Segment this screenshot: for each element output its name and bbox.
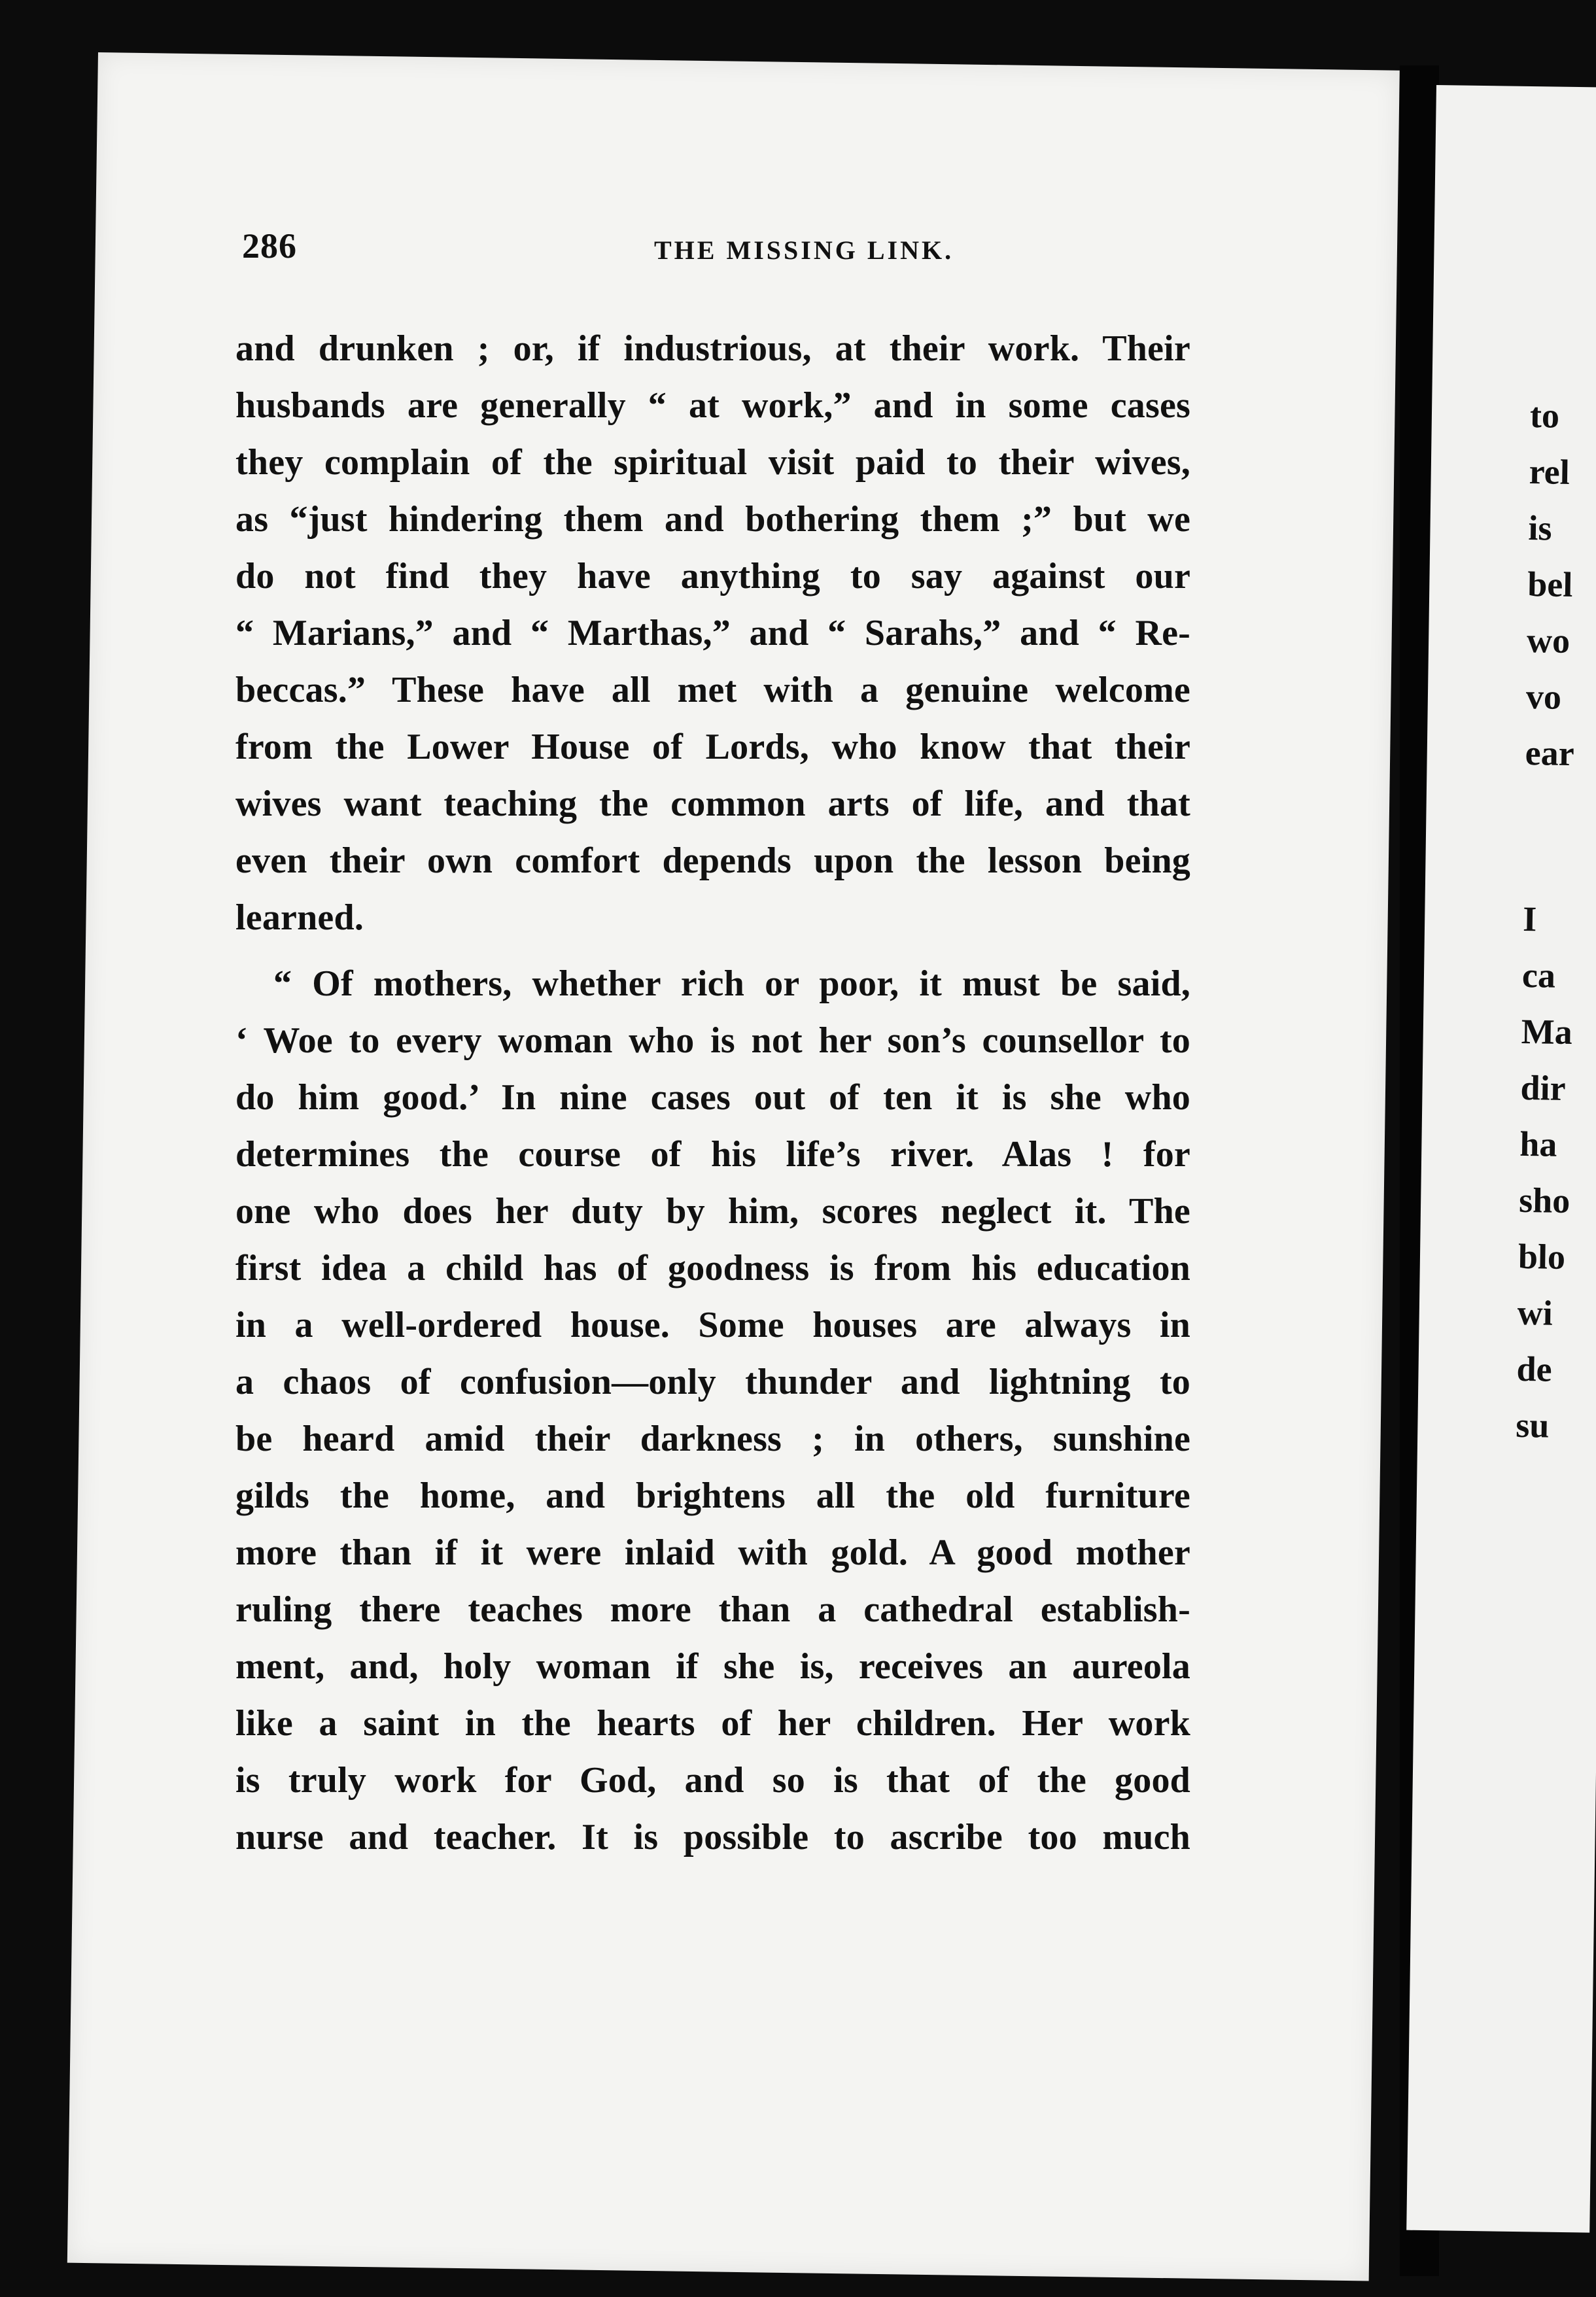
- text-line: “ Of mothers, whether rich or poor, it must be said,: [273, 963, 1190, 1004]
- facing-fragment: to: [1529, 396, 1560, 436]
- text-line: from the Lower House of Lords, who know that their: [235, 727, 1190, 767]
- facing-fragment: I: [1522, 899, 1537, 939]
- page-number: 286: [242, 226, 297, 266]
- text-line: a chaos of confusion—only thunder and lightning to: [235, 1362, 1190, 1402]
- text-line: ment, and, holy woman if she is, receives an aureola: [235, 1646, 1190, 1687]
- facing-fragment: ca: [1521, 955, 1556, 995]
- facing-fragment: Ma: [1521, 1011, 1573, 1052]
- facing-fragment: sho: [1518, 1180, 1570, 1221]
- text-line: first idea a child has of goodness is from his education: [235, 1248, 1190, 1288]
- text-line: husbands are generally “ at work,” and in some cases: [235, 385, 1190, 426]
- text-line: learned.: [235, 897, 364, 938]
- text-line: as “just hindering them and bothering them ;” but we: [235, 499, 1190, 540]
- text-line: like a saint in the hearts of her children. Her work: [235, 1703, 1190, 1744]
- text-line: be heard amid their darkness ; in others, sunshine: [235, 1419, 1190, 1459]
- facing-fragment: bel: [1527, 564, 1573, 604]
- text-line: do him good.’ In nine cases out of ten it is she who: [235, 1077, 1190, 1118]
- text-line: and drunken ; or, if industrious, at their work. Their: [235, 328, 1190, 369]
- facing-page-fragments-bottom: [1417, 889, 1574, 1454]
- facing-page-fragments-top: [1427, 386, 1579, 782]
- text-line: beccas.” These have all met with a genuine welcome: [235, 670, 1190, 710]
- text-line: they complain of the spiritual visit paid to their wives,: [235, 442, 1190, 483]
- facing-fragment: wi: [1517, 1292, 1553, 1333]
- text-line: wives want teaching the common arts of life, and that: [235, 784, 1190, 824]
- facing-fragment: blo: [1518, 1236, 1566, 1277]
- text-line: ‘ Woe to every woman who is not her son’s counsellor to: [235, 1020, 1190, 1061]
- book-page-right: [1406, 85, 1596, 2233]
- facing-fragment: vo: [1525, 677, 1562, 717]
- text-line: nurse and teacher. It is possible to ascribe too much: [235, 1817, 1190, 1857]
- text-line: determines the course of his life’s river. Alas ! for: [235, 1134, 1190, 1175]
- facing-fragment: wo: [1526, 621, 1570, 661]
- text-line: more than if it were inlaid with gold. A good mother: [235, 1532, 1190, 1573]
- facing-fragment: ha: [1519, 1124, 1557, 1164]
- facing-fragment: de: [1516, 1349, 1553, 1389]
- body-text: [235, 320, 1190, 1866]
- text-line: one who does her duty by him, scores neglect it. The: [235, 1191, 1190, 1232]
- text-line: even their own comfort depends upon the lesson being: [235, 840, 1190, 881]
- facing-fragment: su: [1515, 1405, 1550, 1445]
- text-line: in a well-ordered house. Some houses are always in: [235, 1305, 1190, 1345]
- text-line: do not find they have anything to say against our: [235, 556, 1190, 596]
- facing-fragment: ear: [1525, 733, 1575, 774]
- facing-fragment: dir: [1520, 1067, 1567, 1108]
- running-title: THE MISSING LINK.: [654, 235, 954, 265]
- text-line: gilds the home, and brightens all the old furniture: [235, 1476, 1190, 1516]
- facing-fragment: rel: [1529, 452, 1570, 492]
- text-line: “ Marians,” and “ Marthas,” and “ Sarahs,” and “ Re-: [235, 613, 1190, 653]
- text-line: ruling there teaches more than a cathedral establish-: [235, 1589, 1190, 1630]
- facing-fragment: is: [1528, 508, 1553, 548]
- running-head: [242, 226, 1262, 285]
- text-line: is truly work for God, and so is that of the good: [235, 1760, 1190, 1801]
